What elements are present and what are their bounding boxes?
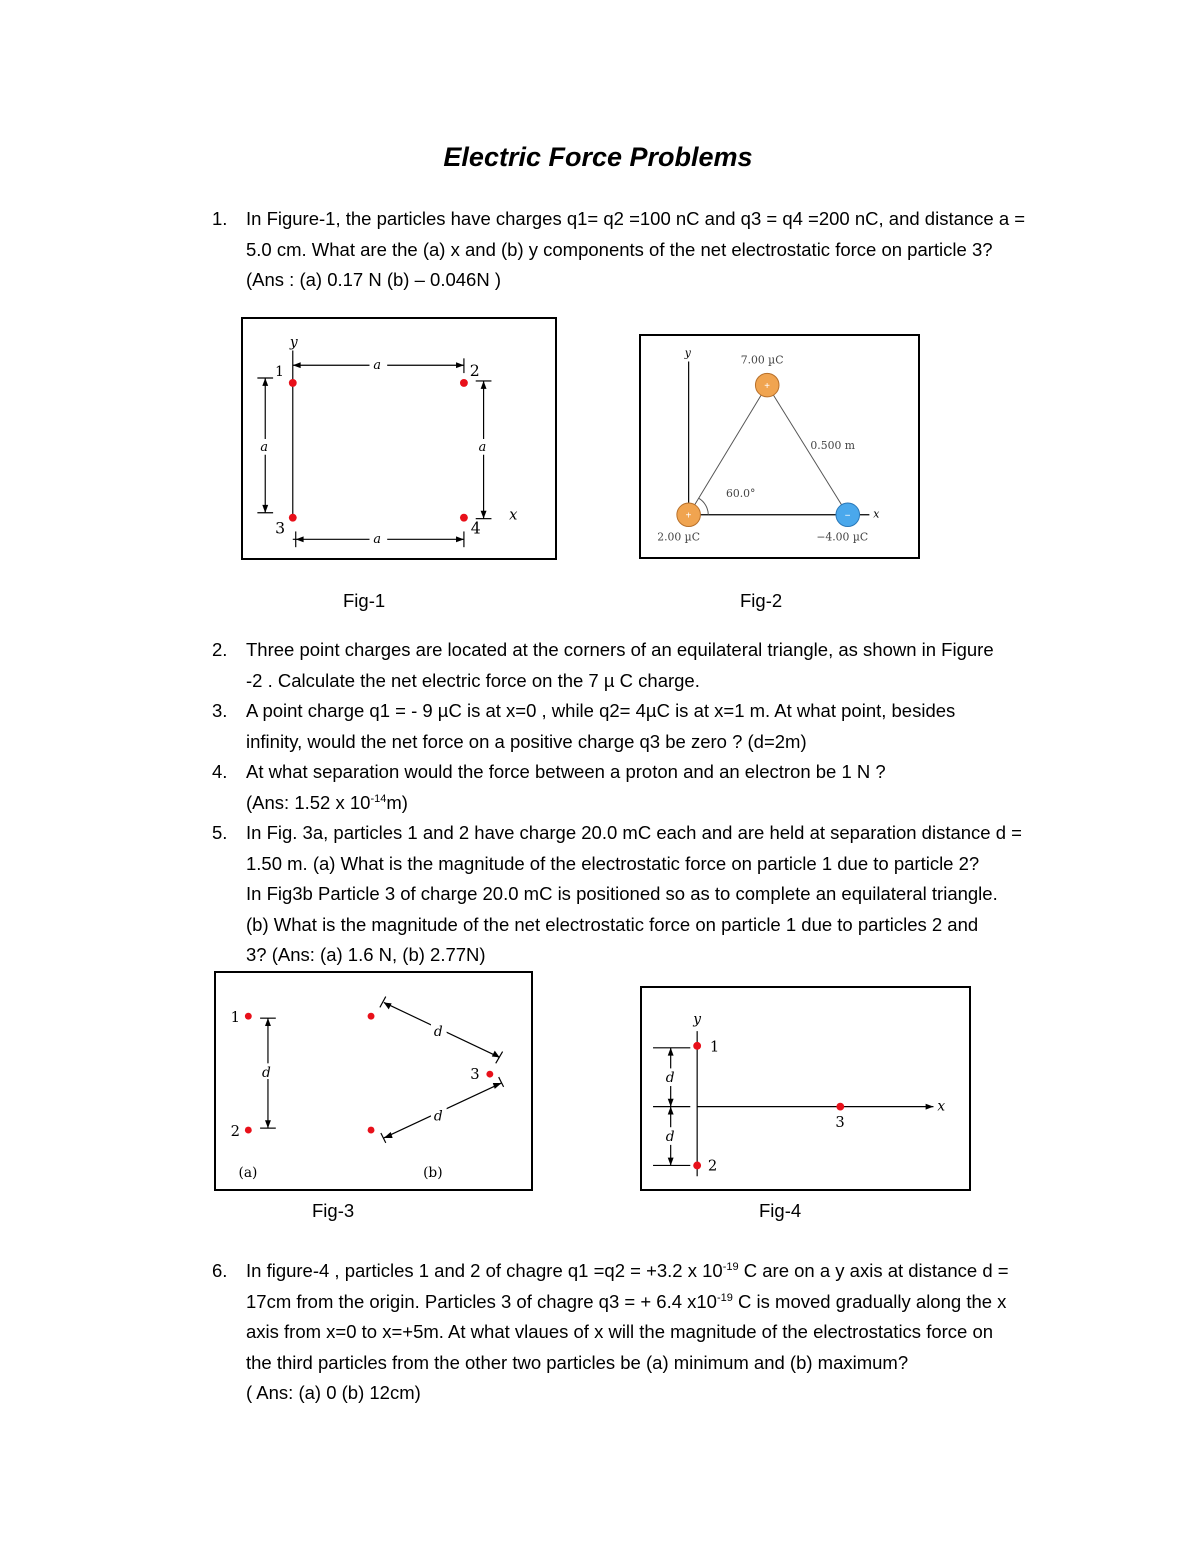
problem-6 — [212, 1256, 1072, 1409]
charge-label: −4.00 µC — [816, 530, 869, 544]
charge-dot — [460, 379, 468, 387]
problem-number: 6. — [212, 1260, 228, 1281]
problem-2 — [212, 635, 1072, 696]
problem-answer: (Ans : (a) 0.17 N (b) – 0.046N ) — [246, 269, 501, 290]
axis-label-x: x — [873, 507, 880, 521]
charge-dot — [460, 514, 468, 522]
problem-text: A point charge q1 = - 9 µC is at x=0 , while q2= 4µC is at x=1 m. At what point, besides — [246, 700, 956, 721]
page-title: Electric Force Problems — [443, 142, 753, 172]
problem-text: At what separation would the force between a proton and an electron be 1 N ? — [246, 761, 886, 782]
problem-4 — [212, 757, 1072, 818]
figure-caption: Fig-2 — [740, 590, 783, 611]
side-length-label: 0.500 m — [810, 438, 856, 452]
charge-label: 2.00 µC — [657, 530, 700, 544]
dimension-label: d — [665, 1070, 675, 1087]
axis-label-y: y — [289, 334, 298, 351]
angle-label: 60.0° — [725, 487, 756, 501]
particle-label: 4 — [470, 518, 481, 538]
sign-label: − — [844, 510, 851, 522]
figure-1-diagram — [243, 319, 555, 558]
dimension-label: a — [373, 358, 382, 374]
particle-label: 2 — [469, 361, 480, 381]
particle-label: 2 — [707, 1157, 718, 1175]
figure-3 — [214, 971, 533, 1191]
problem-text: In Fig. 3a, particles 1 and 2 have charge 20.0 mC each and are held at separation distance d = — [246, 822, 1022, 843]
dimension-label: d — [433, 1023, 443, 1040]
dimension-label: a — [373, 532, 382, 548]
axis-label-y: y — [693, 1011, 701, 1028]
charge-dot — [836, 1103, 844, 1111]
particle-label: 1 — [709, 1038, 720, 1056]
sign-label: + — [764, 381, 771, 393]
problem-text: In figure-4 , particles 1 and 2 of chagre q1 =q2 = +3.2 x $10^{-19}$ C are on a y axis at distance d = — [246, 1260, 1009, 1281]
figure-3-diagram — [216, 973, 531, 1189]
axis-label-x: x — [937, 1098, 946, 1115]
figure-caption: Fig-1 — [343, 590, 386, 611]
figure-1 — [241, 317, 557, 560]
problem-number: 4. — [212, 761, 228, 782]
dimension-label: a — [478, 439, 487, 455]
problem-text: 17cm from the origin. Particles 3 of chagre q3 = + 6.4 $x10^{-19}$ C is moved gradually along the x — [246, 1290, 1007, 1312]
problem-5 — [212, 818, 1072, 971]
dimension-label: d — [665, 1128, 675, 1145]
subfigure-label: (b) — [423, 1165, 443, 1182]
particle-label: 3 — [275, 518, 286, 538]
charge-dot — [368, 1127, 375, 1134]
particle-label: 2 — [230, 1122, 241, 1140]
dimension-label: a — [260, 439, 268, 455]
problem-1 — [212, 204, 1072, 296]
problem-text: Three point charges are located at the corners of an equilateral triangle, as shown in Figure — [246, 639, 994, 660]
charge-dot — [245, 1127, 252, 1134]
problem-text: the third particles from the other two particles be (a) minimum and (b) maximum? — [246, 1351, 909, 1373]
problem-text: axis from x=0 to x=+5m. At what vlaues of x will the magnitude of the electrostatics force on — [246, 1321, 994, 1342]
problem-text: In Fig3b Particle 3 of charge 20.0 mC is positioned so as to complete an equilateral triangle. — [246, 883, 998, 904]
figure-4-diagram — [642, 988, 969, 1189]
problem-answer: (Ans: 1.52 x $10^{-14}m$) — [246, 791, 408, 813]
charge-dot — [486, 1071, 493, 1078]
subfigure-label: (a) — [238, 1165, 258, 1182]
figure-4 — [640, 986, 971, 1191]
dimension-label: d — [262, 1065, 271, 1082]
problem-answer: ( Ans: (a) 0 (b) 12cm) — [246, 1382, 421, 1403]
problem-number: 3. — [212, 700, 228, 721]
axis-label-y: y — [684, 346, 691, 360]
charge-dot — [693, 1042, 701, 1050]
figure-2 — [639, 334, 920, 559]
figure-2-diagram — [641, 336, 918, 557]
problem-text: In Figure-1, the particles have charges q1= q2 =100 nC and q3 = q4 =200 nC, and distance a = — [246, 208, 1026, 229]
charge-dot — [289, 514, 297, 522]
problem-text: (b) What is the magnitude of the net electrostatic force on particle 1 due to particles 2 and — [246, 913, 979, 935]
problem-text: -2 . Calculate the net electric force on the 7 µ C charge. — [246, 669, 700, 691]
problem-answer: 3? (Ans: (a) 1.6 N, (b) 2.77N) — [246, 944, 486, 965]
figure-caption: Fig-4 — [759, 1200, 802, 1221]
particle-label: 1 — [230, 1009, 241, 1027]
charge-dot — [693, 1162, 701, 1170]
problem-number: 1. — [212, 208, 228, 229]
problem-text: 1.50 m. (a) What is the magnitude of the electrostatic force on particle 1 due to particle 2? — [246, 852, 980, 874]
charge-dot — [289, 379, 297, 387]
charge-label: 7.00 µC — [740, 353, 784, 367]
charge-dot — [368, 1013, 375, 1020]
problem-number: 2. — [212, 639, 228, 660]
figure-caption: Fig-3 — [312, 1200, 355, 1221]
problem-text: infinity, would the net force on a positive charge q3 be zero ? (d=2m) — [246, 730, 807, 752]
problem-number: 5. — [212, 822, 228, 843]
dimension-label: d — [433, 1108, 443, 1125]
particle-label: 3 — [470, 1066, 480, 1084]
particle-label: 1 — [275, 364, 284, 381]
particle-label: 3 — [835, 1114, 845, 1132]
problem-3 — [212, 696, 1072, 757]
axis-label-x: x — [509, 506, 518, 524]
problem-text: 5.0 cm. What are the (a) x and (b) y components of the net electrostatic force on particle 3? — [246, 238, 993, 260]
sign-label: + — [685, 510, 692, 522]
charge-dot — [245, 1013, 252, 1020]
